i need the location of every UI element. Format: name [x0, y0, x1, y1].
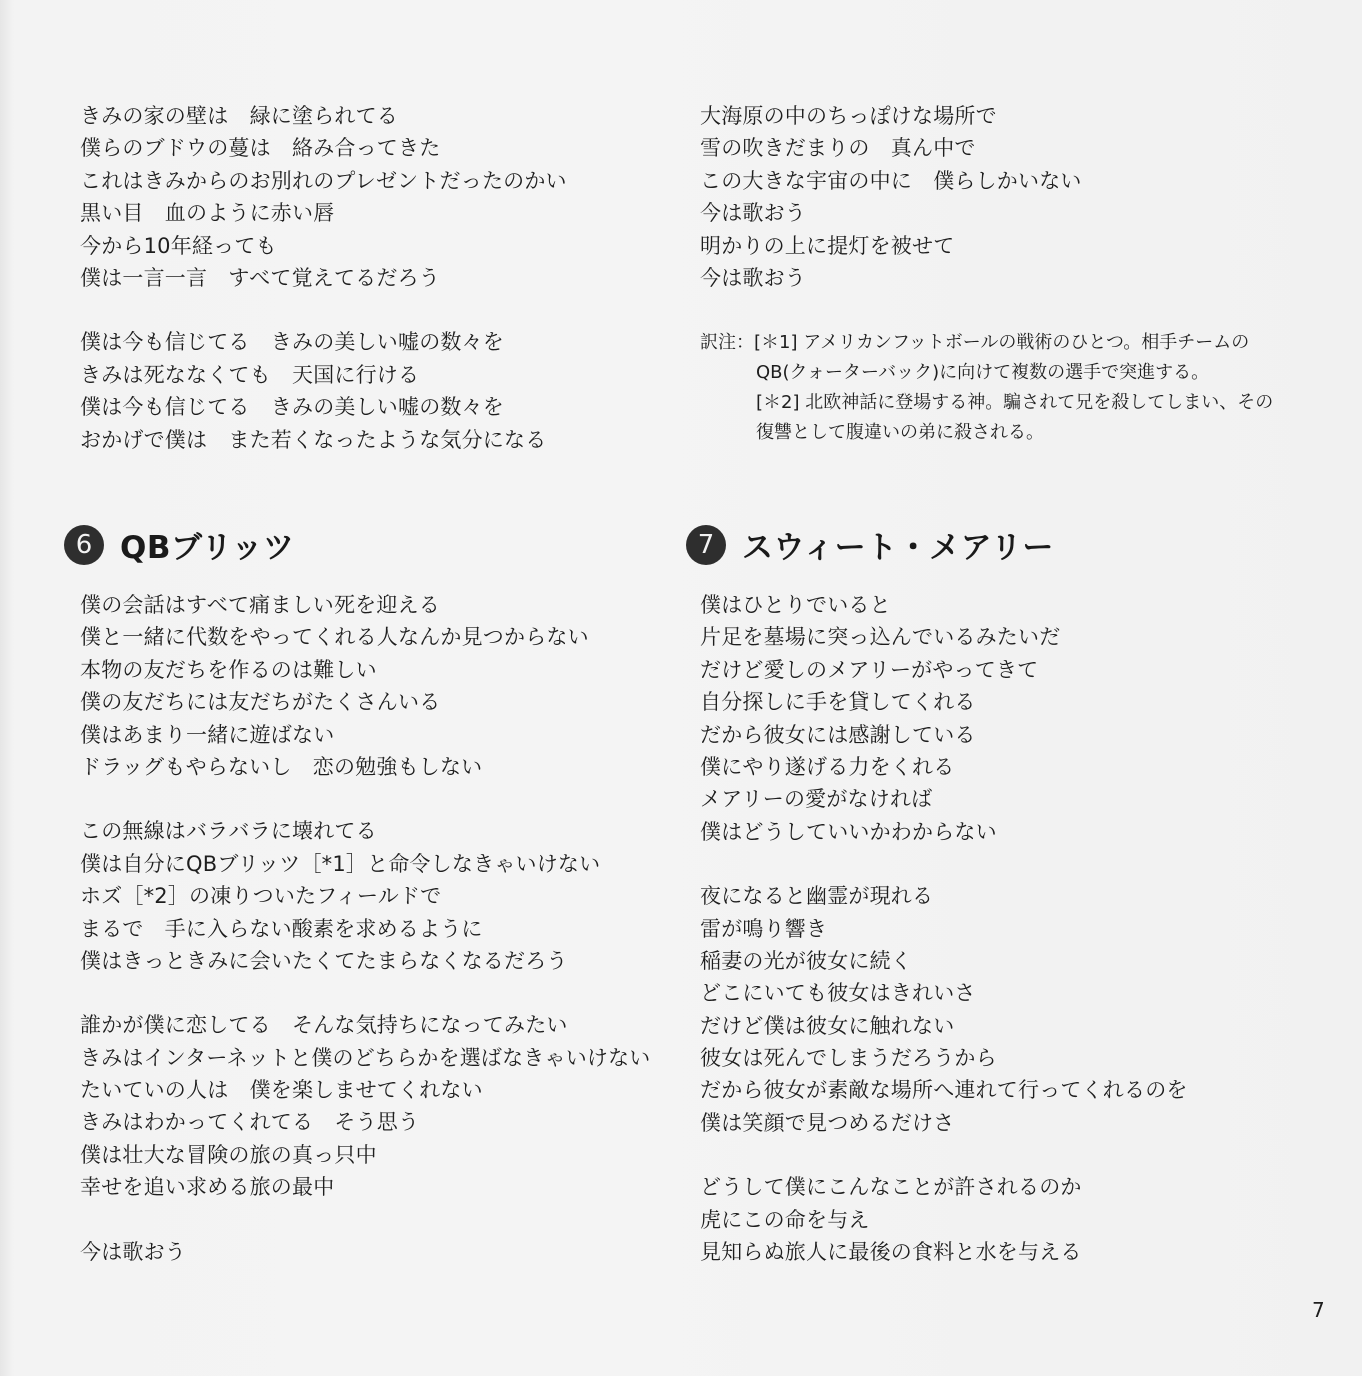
lyric-line: 片足を墓場に突っ込んでいるみたいだ: [700, 625, 1061, 650]
lyric-line: 虎にこの命を与え: [700, 1207, 870, 1232]
lyric-line: 僕は今も信じてる きみの美しい嘘の数々を: [80, 395, 504, 420]
lyric-line: だけど僕は彼女に触れない: [700, 1013, 955, 1038]
song-6-lyrics: [80, 589, 680, 1300]
lyric-line: 僕と一緒に代数をやってくれる人なんか見つからない: [80, 625, 589, 650]
lyric-line: 僕は自分にQBブリッツ［*1］と命令しなきゃいけない: [80, 851, 601, 876]
lyric-line: 今は歌おう: [700, 265, 806, 290]
stanza: [700, 1171, 1300, 1268]
lyric-line: 彼女は死んでしまうだろうから: [700, 1046, 997, 1071]
lyric-line: 僕はあまり一緒に遊ばない: [80, 722, 335, 747]
lyric-line: だから彼女が素敵な場所へ連れて行ってくれるのを: [700, 1078, 1188, 1103]
stanza: [80, 1009, 680, 1203]
lyric-line: 夜になると幽霊が現れる: [700, 884, 934, 909]
stanza: [80, 1236, 680, 1268]
lyric-line: メアリーの愛がなければ: [700, 787, 933, 812]
lyric-line: どうして僕にこんなことが許されるのか: [700, 1175, 1082, 1200]
lyric-line: 本物の友だちを作るのは難しい: [80, 657, 377, 682]
lyric-line: 僕にやり遂げる力をくれる: [700, 754, 955, 779]
lyric-line: 僕らのブドウの蔓は 絡み合ってきた: [80, 136, 441, 161]
lyric-line: きみはわかってくれてる そう思う: [80, 1110, 420, 1135]
lyric-line: まるで 手に入らない酸素を求めるように: [80, 916, 483, 941]
lyric-line: 誰かが僕に恋してる そんな気持ちになってみたい: [80, 1013, 568, 1038]
lyric-line: きみの家の壁は 緑に塗られてる: [80, 104, 398, 128]
lyric-line: 僕はきっときみに会いたくてたまらなくなるだろう: [80, 948, 568, 973]
lyric-line: 雪の吹きだまりの 真ん中で: [700, 136, 976, 161]
lyric-line: 僕は笑顔で見つめるだけさ: [700, 1110, 955, 1135]
song-title: QBブリッツ: [120, 530, 295, 566]
lyric-line: 僕は壮大な冒険の旅の真っ只中: [80, 1142, 377, 1167]
note-1-text: [＊1] アメリカンフットボールの戦術のひとつ。相手チームの: [754, 332, 1250, 353]
stanza: [80, 815, 680, 977]
lyric-line: 稲妻の光が彼女に続く: [700, 948, 912, 973]
stanza: [80, 326, 680, 456]
track-number-badge: 7: [686, 525, 726, 565]
right-top-lyrics: [700, 100, 1300, 326]
lyric-line: だから彼女には感謝している: [700, 722, 976, 747]
translator-notes: [700, 328, 1290, 448]
note-1-continuation: QB(クォーターバック)に向けて複数の選手で突進する。: [756, 362, 1210, 383]
lyric-line: 今は歌おう: [700, 201, 806, 226]
lyric-line: この大きな宇宙の中に 僕らしかいない: [700, 168, 1082, 193]
lyric-line: きみは死ななくても 天国に行ける: [80, 362, 420, 387]
lyric-line: この無線はバラバラに壊れてる: [80, 819, 377, 844]
lyric-line: 今から10年経っても: [80, 233, 277, 258]
stanza: [700, 589, 1300, 848]
lyric-line: きみはインターネットと僕のどちらかを選ばなきゃいけない: [80, 1045, 651, 1070]
left-top-lyrics: [80, 100, 680, 488]
song-7-lyrics: [700, 589, 1300, 1300]
lyric-line: 僕の会話はすべて痛ましい死を迎える: [80, 593, 440, 617]
stanza: [700, 880, 1300, 1139]
lyric-line: ホズ［*2］の凍りついたフィールドで: [80, 884, 442, 909]
stanza: [700, 100, 1300, 294]
lyric-line: 黒い目 血のように赤い唇: [80, 201, 335, 226]
lyric-line: たいていの人は 僕を楽しませてくれない: [80, 1078, 483, 1103]
lyric-line: これはきみからのお別れのプレゼントだったのかい: [80, 168, 567, 193]
lyric-line: 雷が鳴り響き: [700, 916, 828, 941]
stanza: [80, 100, 680, 294]
lyric-line: 見知らぬ旅人に最後の食料と水を与える: [700, 1240, 1082, 1265]
track-number-badge: 6: [64, 525, 104, 565]
lyric-line: 自分探しに手を貸してくれる: [700, 690, 976, 715]
lyric-line: おかげで僕は また若くなったような気分になる: [80, 427, 547, 452]
stanza: [80, 589, 680, 783]
lyric-line: だけど愛しのメアリーがやってきて: [700, 657, 1039, 682]
lyric-line: ドラッグもやらないし 恋の勉強もしない: [80, 754, 483, 779]
song-title: スウィート・メアリー: [742, 530, 1054, 566]
lyric-line: 今は歌おう: [80, 1239, 186, 1264]
lyric-line: 僕はひとりでいると: [700, 593, 891, 617]
lyric-line: 大海原の中のちっぽけな場所で: [700, 104, 997, 128]
lyric-line: どこにいても彼女はきれいさ: [700, 981, 976, 1006]
song-7-heading: [686, 522, 1054, 567]
lyric-line: 明かりの上に提灯を被せて: [700, 233, 955, 258]
note-1: [700, 328, 1290, 358]
lyric-line: 幸せを追い求める旅の最中: [80, 1175, 335, 1200]
lyric-line: 僕の友だちには友だちがたくさんいる: [80, 690, 441, 715]
note-2: [＊2] 北欧神話に登場する神。騙されて兄を殺してしまい、その復讐として腹違いの弟に殺される。: [756, 392, 1274, 443]
lyric-line: 僕はどうしていいかわからない: [700, 819, 997, 844]
song-6-heading: [64, 522, 295, 567]
lyric-line: 僕は今も信じてる きみの美しい嘘の数々を: [80, 330, 504, 355]
page-number: 7: [1312, 1298, 1325, 1322]
notes-label: 訳注：: [700, 332, 754, 353]
lyric-line: 僕は一言一言 すべて覚えてるだろう: [80, 265, 440, 290]
